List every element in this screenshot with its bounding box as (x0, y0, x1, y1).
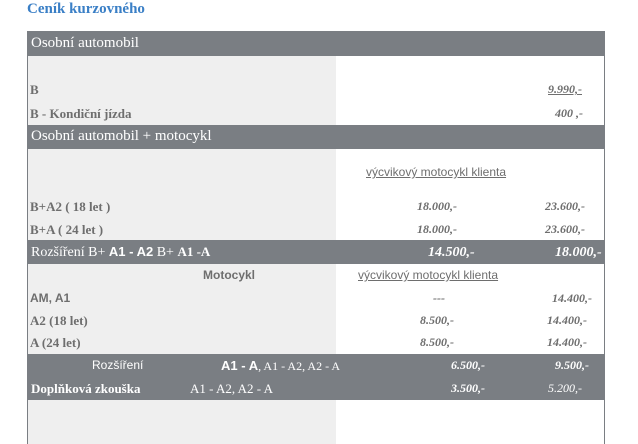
row-b-label: B (30, 82, 39, 97)
rozsireni-a1a: A1 - A (221, 358, 259, 373)
page-title: Ceník kurzovného (27, 1, 145, 17)
row-a2-price2: 14.400,- (547, 313, 587, 327)
row-am-price1: --- (433, 291, 445, 305)
row-kondicni-price: 400 ,- (555, 106, 583, 120)
row-ba-label: B+A ( 24 let ) (30, 222, 104, 237)
row-ba2-price1: 18.000,- (417, 199, 457, 213)
section-header-car-moto (28, 125, 604, 149)
row-b-price: 9.990,- (548, 82, 582, 96)
row-a-price1: 8.500,- (420, 335, 454, 349)
row-am-price2: 14.400,- (552, 291, 592, 305)
row-a-label: A (24 let) (30, 335, 81, 350)
section-header-car (28, 32, 604, 56)
rozsireni-b-label (31, 244, 210, 261)
section-header-car-moto-label: Osobní automobil + motocykl (31, 128, 212, 144)
section-row-rozsireni-b (28, 240, 604, 264)
rozsireni-categories (221, 357, 340, 375)
row-ba2-price2: 23.600,- (545, 199, 585, 213)
row-ba-price2: 23.600,- (545, 222, 585, 236)
rozsireni-b-a1a: A1 -A (177, 244, 211, 259)
doplnkova-label: Doplňková zkouška (31, 381, 141, 396)
rozsireni-rest: , A1 - A2, A2 - A (258, 359, 341, 373)
moto-header-label: Motocykl (203, 268, 256, 282)
rozsireni-b-mid: B+ (153, 245, 178, 260)
row-kondicni-label: B - Kondiční jízda (30, 106, 132, 121)
section-row-rozsireni-a (28, 354, 604, 377)
section-row-doplnkova (28, 377, 604, 400)
doplnkova-categories: A1 - A2, A2 - A (190, 381, 274, 396)
rozsireni-b-price1: 14.500,- (428, 245, 475, 260)
row-am-label: AM, A1 (30, 291, 71, 305)
row-ba2-label: B+A2 ( 18 let ) (30, 199, 111, 214)
rozsireni-b-a1a2: A1 - A2 (108, 244, 154, 259)
row-a2-label: A2 (18 let) (30, 313, 88, 328)
row-a2-price1: 8.500,- (420, 313, 454, 327)
rozsireni-price2: 9.500,- (555, 358, 589, 372)
rozsireni-price1: 6.500,- (451, 358, 485, 372)
rozsireni-label: Rozšíření (92, 358, 144, 372)
section-header-car-label: Osobní automobil (31, 35, 139, 51)
rozsireni-b-prefix: Rozšíření B+ (31, 245, 109, 260)
row-ba-price1: 18.000,- (417, 222, 457, 236)
price-table (27, 31, 605, 444)
moto-client-note-link-2[interactable]: výcvikový motocykl klienta (358, 268, 499, 282)
doplnkova-price1: 3.500,- (451, 381, 485, 395)
moto-client-note-link[interactable]: výcvikový motocykl klienta (366, 165, 507, 179)
rozsireni-b-price2: 18.000,- (555, 245, 602, 260)
row-a-price2: 14.400,- (547, 335, 587, 349)
doplnkova-price2: 5.200,- (548, 381, 582, 395)
